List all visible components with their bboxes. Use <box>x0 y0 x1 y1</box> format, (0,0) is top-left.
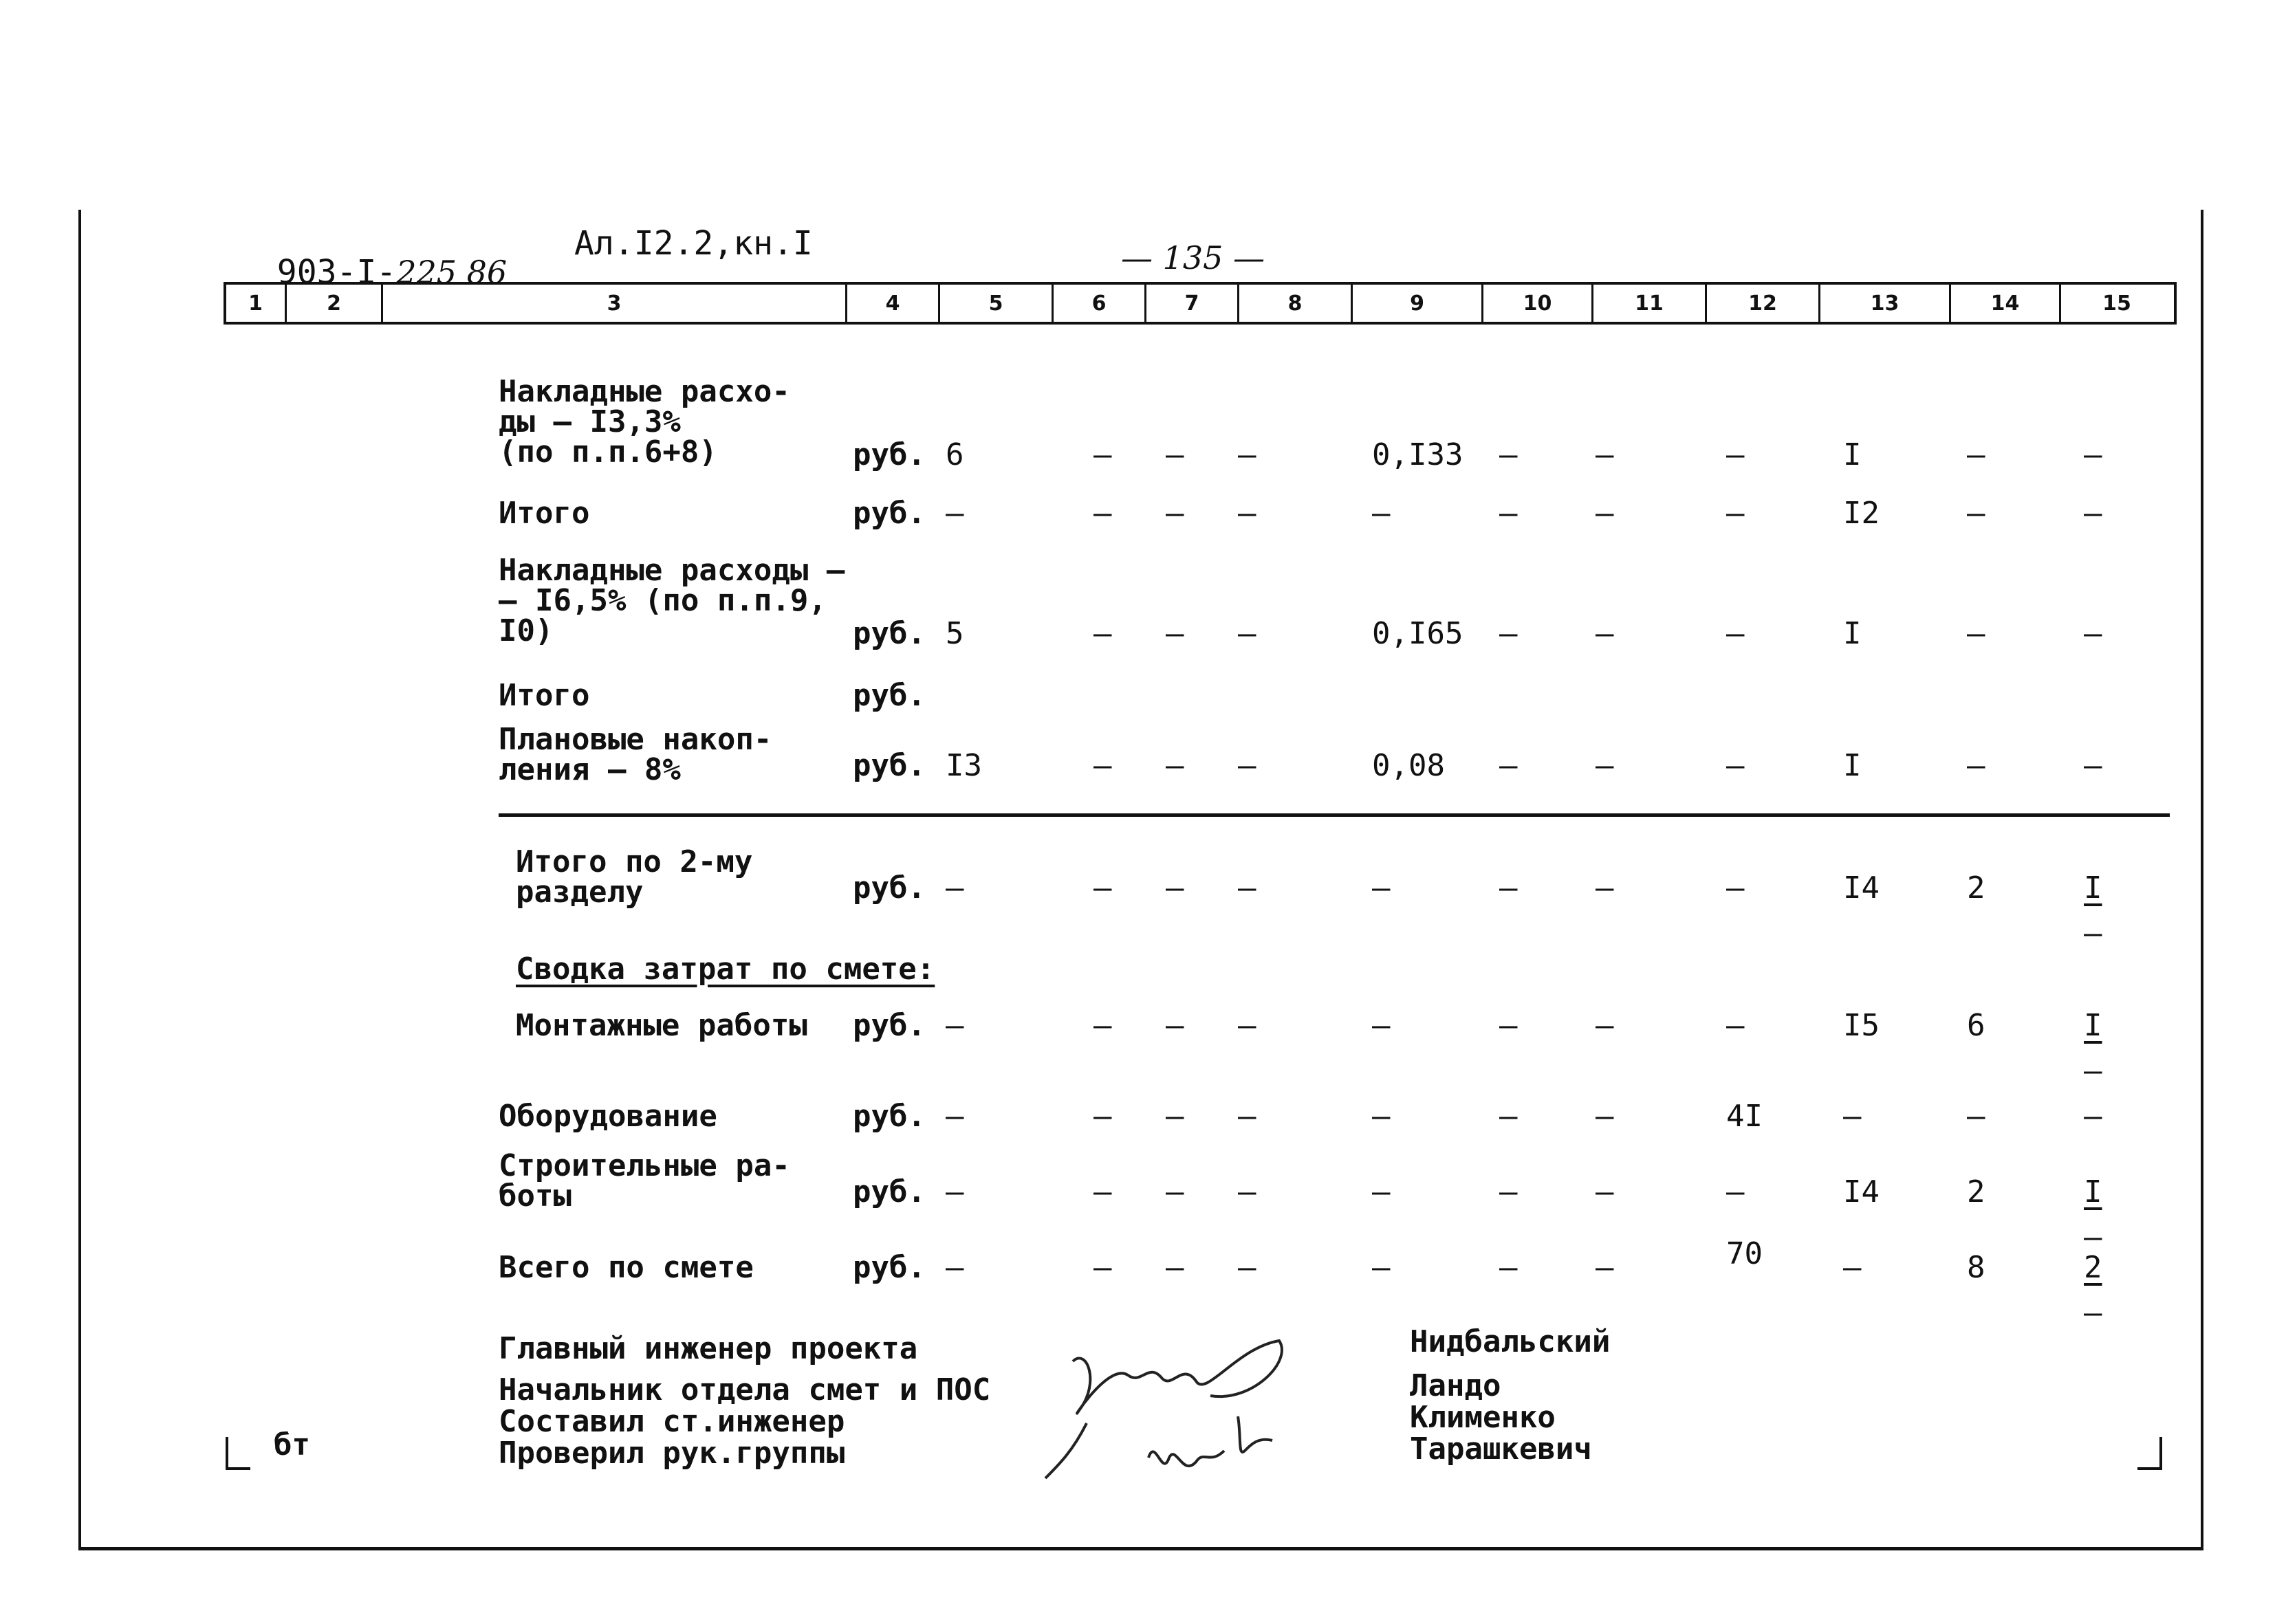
value-cell-9: – <box>1372 1174 1391 1209</box>
value-cell-14: 2 <box>1967 870 1985 906</box>
value-cell-8: – <box>1238 496 1256 531</box>
column-header-15: 15 <box>2059 285 2173 322</box>
signature-role: Проверил рук.группы <box>499 1436 845 1471</box>
value-cell-15-sub: – <box>2084 1220 2102 1255</box>
corner-mark-right-h <box>2137 1467 2162 1470</box>
unit-cell: руб. <box>853 748 926 783</box>
value-cell-15: I <box>2084 1008 2102 1043</box>
column-header-9: 9 <box>1351 285 1481 322</box>
value-cell-9: 0,08 <box>1372 748 1445 783</box>
column-header-13: 13 <box>1818 285 1949 322</box>
value-cell-13: I <box>1843 748 1862 783</box>
value-cell-11: – <box>1596 748 1614 783</box>
value-cell-9: 0,I65 <box>1372 616 1463 651</box>
value-cell-6: – <box>1093 496 1112 531</box>
value-cell-5: – <box>946 870 964 906</box>
value-cell-11: – <box>1596 1174 1614 1209</box>
value-cell-9: – <box>1372 1250 1391 1285</box>
page-number: — 135 — <box>1121 239 1265 276</box>
value-cell-8: – <box>1238 1250 1256 1285</box>
value-cell-6: – <box>1093 1099 1112 1134</box>
row-label: Плановые накоп- ления – 8% <box>499 722 772 787</box>
value-cell-8: – <box>1238 616 1256 651</box>
value-cell-10: – <box>1499 496 1518 531</box>
value-cell-11: – <box>1596 1008 1614 1043</box>
value-cell-9: 0,I33 <box>1372 437 1463 472</box>
album-reference: Ал.I2.2,кн.I <box>574 224 813 263</box>
corner-mark-left-v <box>226 1437 228 1470</box>
column-header <box>224 282 2177 325</box>
value-cell-9: – <box>1372 496 1391 531</box>
signature-name: Тарашкевич <box>1410 1431 1592 1467</box>
corner-mark-text: бт <box>274 1427 310 1462</box>
value-cell-10: – <box>1499 616 1518 651</box>
row-label: Монтажные работы <box>516 1008 807 1043</box>
value-cell-7: – <box>1166 437 1184 472</box>
value-cell-13: – <box>1843 1099 1862 1134</box>
row-label: Итого по 2-му разделу <box>516 844 753 910</box>
row-label: Накладные расходы – – I6,5% (по п.п.9, I0) <box>499 553 845 648</box>
value-cell-11: – <box>1596 1099 1614 1134</box>
value-cell-12: 4I <box>1726 1099 1763 1134</box>
handwritten-signature <box>1032 1320 1320 1499</box>
column-header-12: 12 <box>1705 285 1818 322</box>
value-cell-6: – <box>1093 437 1112 472</box>
doc-code <box>237 227 508 292</box>
unit-cell: руб. <box>853 1099 926 1134</box>
value-cell-5: 5 <box>946 616 964 651</box>
value-cell-5: – <box>946 1008 964 1043</box>
value-cell-13: I4 <box>1843 1174 1880 1209</box>
column-header-11: 11 <box>1591 285 1705 322</box>
value-cell-15-sub: – <box>2084 1053 2102 1088</box>
signature-name: Ландо <box>1410 1368 1501 1403</box>
column-header-8: 8 <box>1237 285 1351 322</box>
value-cell-10: – <box>1499 437 1518 472</box>
value-cell-7: – <box>1166 870 1184 906</box>
value-cell-15-sub: – <box>2084 1295 2102 1330</box>
value-cell-9: – <box>1372 1099 1391 1134</box>
value-cell-14: – <box>1967 437 1985 472</box>
value-cell-6: – <box>1093 1008 1112 1043</box>
value-cell-10: – <box>1499 1174 1518 1209</box>
value-cell-12: – <box>1726 1008 1745 1043</box>
value-cell-14: 8 <box>1967 1250 1985 1285</box>
signature-role: Составил ст.инженер <box>499 1404 845 1439</box>
unit-cell: руб. <box>853 870 926 906</box>
value-cell-5: I3 <box>946 748 982 783</box>
row-label: Итого <box>499 678 590 713</box>
unit-cell: руб. <box>853 496 926 531</box>
frame-left-line <box>78 210 81 1550</box>
value-cell-6: – <box>1093 616 1112 651</box>
value-cell-6: – <box>1093 1174 1112 1209</box>
value-cell-5: – <box>946 1099 964 1134</box>
value-cell-5: – <box>946 1174 964 1209</box>
value-cell-13: I2 <box>1843 496 1880 531</box>
value-cell-14: – <box>1967 616 1985 651</box>
unit-cell: руб. <box>853 437 926 472</box>
unit-cell: руб. <box>853 678 926 713</box>
value-cell-11: – <box>1596 496 1614 531</box>
row-label: Строительные ра- боты <box>499 1148 790 1214</box>
value-cell-5: 6 <box>946 437 964 472</box>
value-cell-15: – <box>2084 496 2102 531</box>
value-cell-8: – <box>1238 1174 1256 1209</box>
unit-cell: руб. <box>853 1008 926 1043</box>
value-cell-7: – <box>1166 748 1184 783</box>
value-cell-12: – <box>1726 496 1745 531</box>
value-cell-15: – <box>2084 748 2102 783</box>
value-cell-15: – <box>2084 616 2102 651</box>
value-cell-6: – <box>1093 1250 1112 1285</box>
value-cell-8: – <box>1238 870 1256 906</box>
frame-bottom-line <box>78 1547 2203 1550</box>
column-header-5: 5 <box>938 285 1052 322</box>
value-cell-15-sub: – <box>2084 916 2102 951</box>
value-cell-7: – <box>1166 1250 1184 1285</box>
value-cell-8: – <box>1238 437 1256 472</box>
doc-code-handwritten: 225 86 <box>396 254 508 291</box>
signature-role: Главный инженер проекта <box>499 1331 918 1366</box>
column-header-10: 10 <box>1481 285 1591 322</box>
value-cell-10: – <box>1499 1250 1518 1285</box>
unit-cell: руб. <box>853 616 926 651</box>
value-cell-7: – <box>1166 1099 1184 1134</box>
value-cell-12: – <box>1726 748 1745 783</box>
value-cell-11: – <box>1596 437 1614 472</box>
row-label: Итого <box>499 496 590 531</box>
value-cell-14: – <box>1967 1099 1985 1134</box>
value-cell-12: – <box>1726 437 1745 472</box>
value-cell-15: – <box>2084 437 2102 472</box>
value-cell-14: – <box>1967 496 1985 531</box>
value-cell-5: – <box>946 1250 964 1285</box>
value-cell-15: I <box>2084 870 2102 906</box>
value-cell-10: – <box>1499 748 1518 783</box>
column-header-6: 6 <box>1052 285 1144 322</box>
row-label: Накладные расхо- ды – I3,3% (по п.п.6+8) <box>499 374 790 470</box>
value-cell-12: – <box>1726 870 1745 906</box>
value-cell-7: – <box>1166 496 1184 531</box>
value-cell-10: – <box>1499 870 1518 906</box>
signature-role: Начальник отдела смет и ПОС <box>499 1372 991 1407</box>
value-cell-9: – <box>1372 870 1391 906</box>
row-label: Оборудование <box>499 1099 717 1134</box>
value-cell-11: – <box>1596 616 1614 651</box>
value-cell-15: 2 <box>2084 1250 2102 1285</box>
value-cell-7: – <box>1166 1008 1184 1043</box>
value-cell-8: – <box>1238 1008 1256 1043</box>
value-cell-15: I <box>2084 1174 2102 1209</box>
value-cell-15: – <box>2084 1099 2102 1134</box>
column-header-2: 2 <box>285 285 381 322</box>
signature-name: Нидбальский <box>1410 1324 1611 1359</box>
value-cell-13: I <box>1843 616 1862 651</box>
value-cell-8: – <box>1238 748 1256 783</box>
row-label: Всего по смете <box>499 1250 754 1285</box>
value-cell-13: I <box>1843 437 1862 472</box>
column-header-7: 7 <box>1144 285 1237 322</box>
value-cell-11: – <box>1596 1250 1614 1285</box>
corner-mark-right-v <box>2159 1437 2162 1470</box>
value-cell-8: – <box>1238 1099 1256 1134</box>
value-cell-10: – <box>1499 1008 1518 1043</box>
corner-mark-left-h <box>226 1467 250 1470</box>
value-cell-12: – <box>1726 616 1745 651</box>
column-header-1: 1 <box>248 291 263 316</box>
column-header-3: 3 <box>381 285 845 322</box>
unit-cell: руб. <box>853 1174 926 1209</box>
value-cell-14: – <box>1967 748 1985 783</box>
column-header-14: 14 <box>1949 285 2059 322</box>
unit-cell: руб. <box>853 1250 926 1285</box>
value-cell-7: – <box>1166 1174 1184 1209</box>
summary-title: Сводка затрат по смете: <box>516 952 935 987</box>
doc-code-printed: 903-I- <box>276 253 397 292</box>
value-cell-13: I5 <box>1843 1008 1880 1043</box>
value-cell-13: – <box>1843 1250 1862 1285</box>
value-cell-7: – <box>1166 616 1184 651</box>
value-cell-14: 6 <box>1967 1008 1985 1043</box>
value-cell-6: – <box>1093 870 1112 906</box>
value-cell-12: 70 <box>1726 1236 1763 1271</box>
value-cell-12: – <box>1726 1174 1745 1209</box>
column-header-4: 4 <box>845 285 938 322</box>
value-cell-6: – <box>1093 748 1112 783</box>
section-divider <box>499 813 2170 817</box>
value-cell-13: I4 <box>1843 870 1880 906</box>
value-cell-10: – <box>1499 1099 1518 1134</box>
value-cell-9: – <box>1372 1008 1391 1043</box>
value-cell-5: – <box>946 496 964 531</box>
frame-right-line <box>2201 210 2203 1550</box>
signature-name: Клименко <box>1410 1400 1556 1435</box>
value-cell-14: 2 <box>1967 1174 1985 1209</box>
value-cell-11: – <box>1596 870 1614 906</box>
